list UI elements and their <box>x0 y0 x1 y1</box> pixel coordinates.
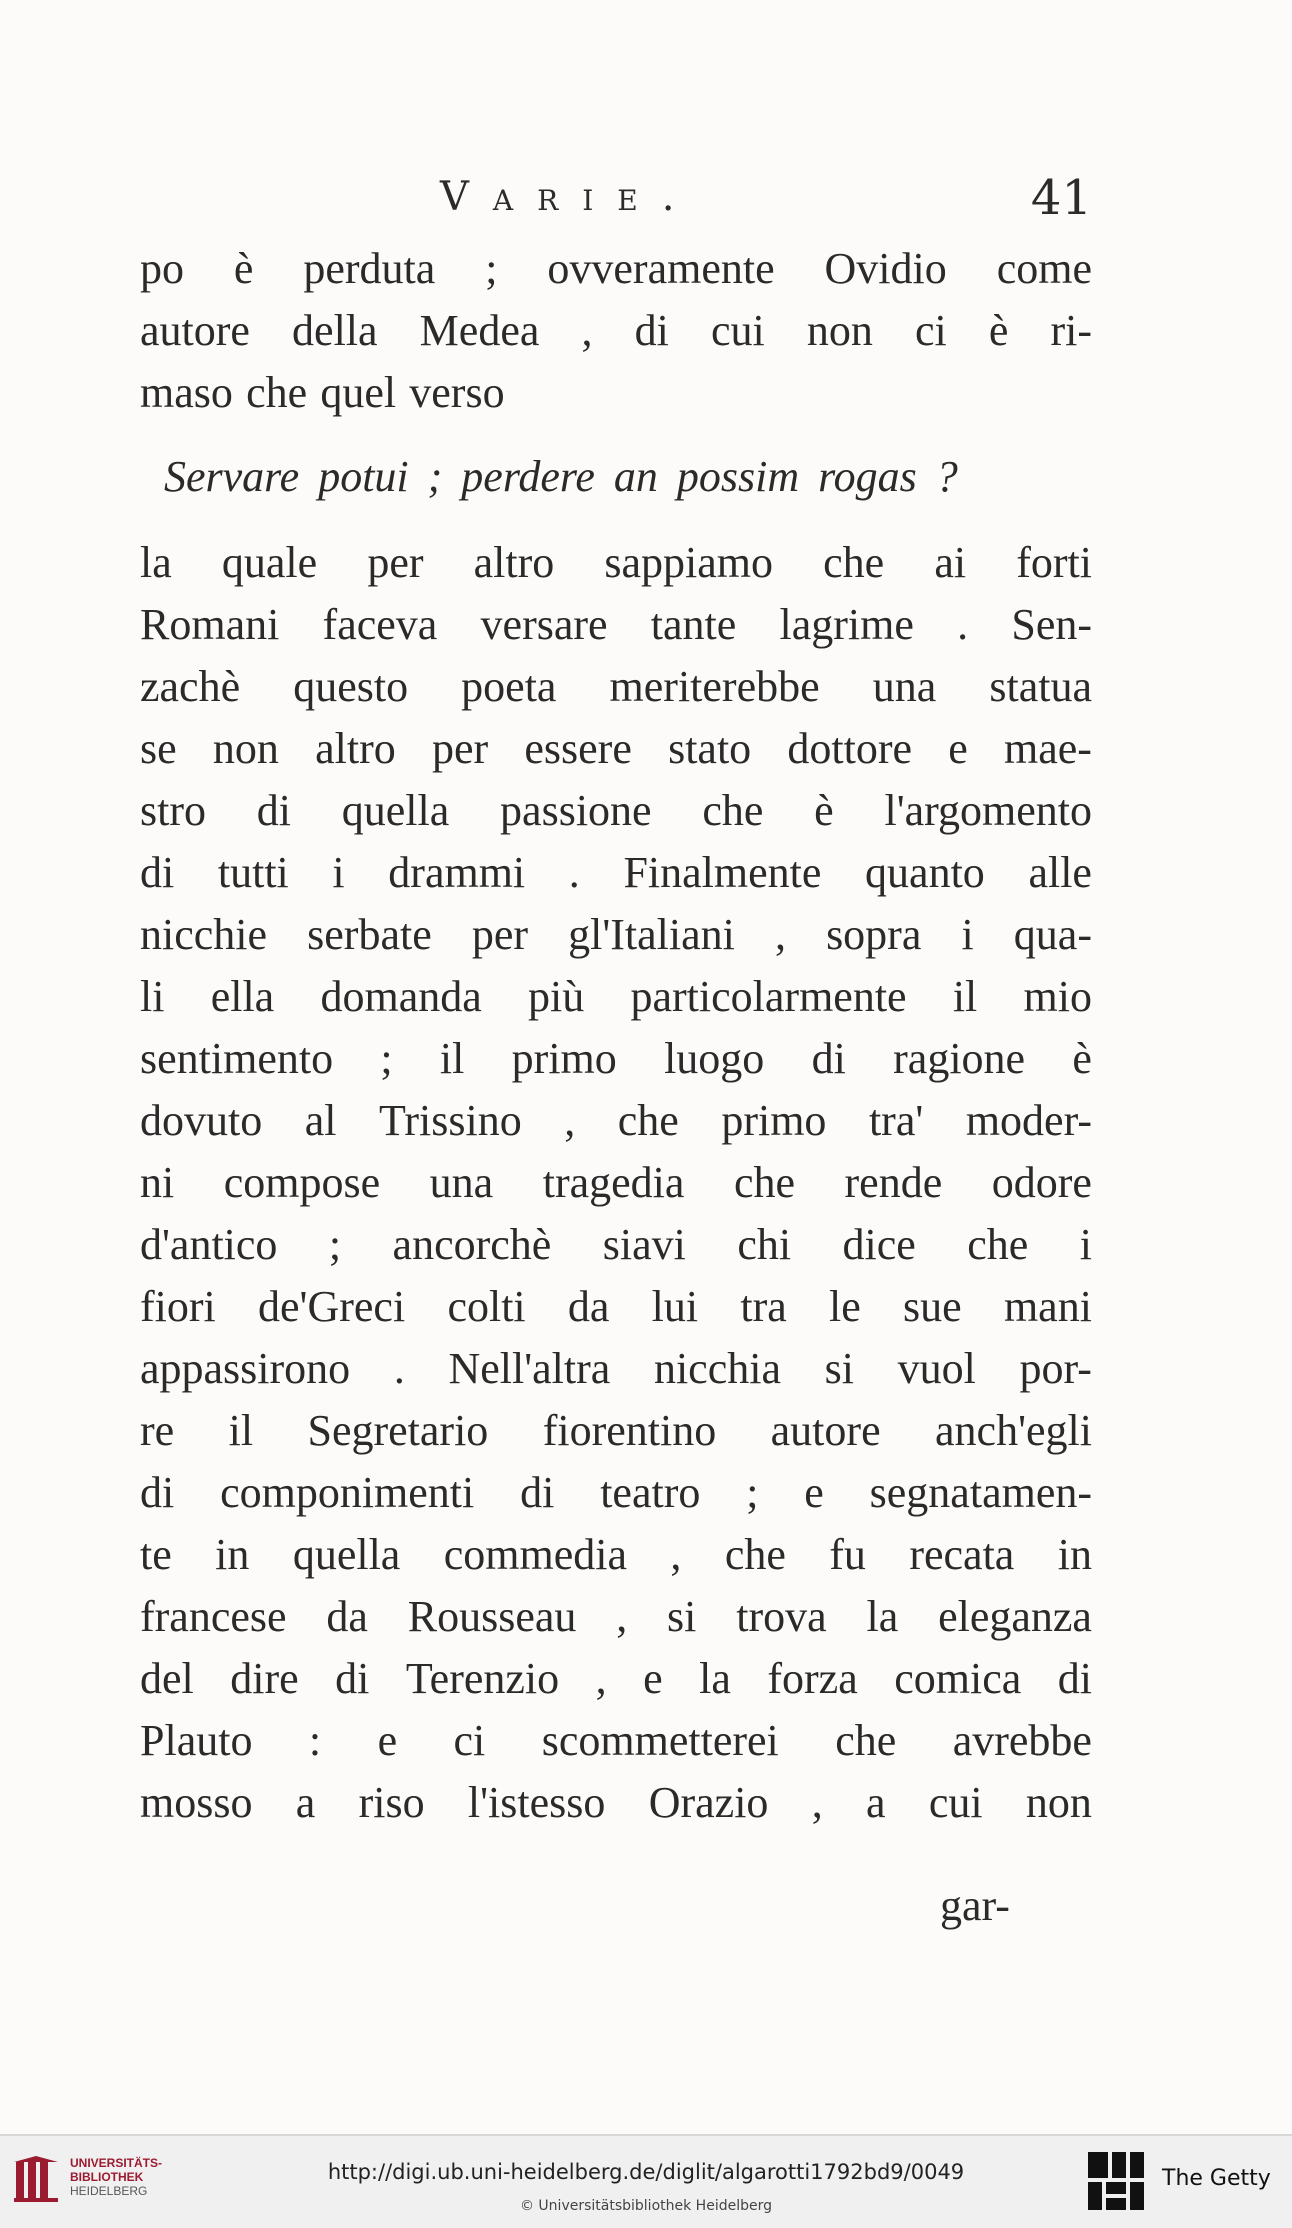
word: tragedia <box>542 1158 685 1207</box>
word: luogo <box>664 1034 765 1083</box>
word: quanto <box>865 848 985 897</box>
word: meriterebbe <box>609 662 820 711</box>
word: , <box>670 1530 682 1579</box>
word: essere <box>524 724 632 773</box>
word: forti <box>1016 538 1092 587</box>
word: comica <box>894 1654 1022 1703</box>
word: dire <box>230 1654 299 1703</box>
word: maso <box>140 368 233 417</box>
word: una <box>429 1158 494 1207</box>
word: il <box>952 972 978 1021</box>
word: la <box>140 538 172 587</box>
word: compose <box>223 1158 381 1207</box>
word: mani <box>1003 1282 1092 1331</box>
word: dottore <box>787 724 913 773</box>
word: da <box>567 1282 610 1331</box>
word: che <box>246 368 308 417</box>
text-line <box>140 1400 1092 1462</box>
word: e <box>643 1654 663 1703</box>
word: di <box>140 848 175 897</box>
word: altro <box>473 538 555 587</box>
word: Nell'altra <box>448 1344 611 1393</box>
word: sentimento <box>140 1034 334 1083</box>
word: primo <box>721 1096 827 1145</box>
word: forza <box>767 1654 858 1703</box>
text-line <box>140 1028 1092 1090</box>
word: più <box>528 972 585 1021</box>
word: al <box>304 1096 337 1145</box>
word: rende <box>844 1158 943 1207</box>
word: in <box>215 1530 250 1579</box>
word: il <box>439 1034 465 1083</box>
word: poeta <box>461 662 557 711</box>
word: , <box>581 306 593 355</box>
word: come <box>996 244 1092 293</box>
word: ni <box>140 1158 175 1207</box>
word: si <box>824 1344 854 1393</box>
word: che <box>724 1530 786 1579</box>
word: di <box>140 1468 175 1517</box>
word: , <box>595 1654 607 1703</box>
word: della <box>292 306 378 355</box>
word: avrebbe <box>952 1716 1092 1765</box>
library-name-line: HEIDELBERG <box>70 2184 148 2198</box>
footer-bar <box>0 2134 1292 2228</box>
word: te <box>140 1530 172 1579</box>
word: e <box>948 724 968 773</box>
word: nicchia <box>653 1344 781 1393</box>
word: colti <box>447 1282 526 1331</box>
word: alle <box>1028 848 1092 897</box>
word: recata <box>909 1530 1015 1579</box>
word: tra <box>740 1282 787 1331</box>
word: serbate <box>307 910 432 959</box>
permalink-url[interactable]: http://digi.ub.uni-heidelberg.de/diglit/algarotti1792bd9/0049 <box>327 2160 965 2184</box>
word: li <box>140 972 165 1021</box>
word: il <box>228 1406 254 1455</box>
word: e <box>377 1716 398 1765</box>
getty-name: The Getty <box>1162 2166 1271 2191</box>
text-line <box>140 300 1092 362</box>
word: di <box>811 1034 846 1083</box>
word: mae- <box>1004 724 1092 773</box>
word: qua- <box>1013 910 1092 959</box>
word: trova <box>736 1592 827 1641</box>
word: per <box>471 910 529 959</box>
word: po <box>140 244 184 293</box>
word: primo <box>511 1034 617 1083</box>
word: di <box>634 306 669 355</box>
word: di <box>1057 1654 1092 1703</box>
word: che <box>733 1158 795 1207</box>
word: de'Greci <box>258 1282 406 1331</box>
word: fiori <box>140 1282 216 1331</box>
word: Finalmente <box>623 848 822 897</box>
word: per <box>431 724 489 773</box>
word: la <box>866 1592 899 1641</box>
word: ; <box>485 244 498 293</box>
word: drammi <box>388 848 526 897</box>
text-line <box>140 594 1092 656</box>
word: questo <box>293 662 409 711</box>
word: moder- <box>965 1096 1092 1145</box>
word: ella <box>210 972 275 1021</box>
copyright-notice: © Universitätsbibliothek Heidelberg <box>519 2198 772 2214</box>
word: commedia <box>443 1530 627 1579</box>
word: nicchie <box>140 910 268 959</box>
word: del <box>140 1654 194 1703</box>
word: Trissino <box>379 1096 522 1145</box>
text-line <box>140 1524 1092 1586</box>
word: segnatamen- <box>869 1468 1092 1517</box>
text-line <box>140 532 1092 594</box>
word: , <box>811 1778 823 1827</box>
word: siavi <box>602 1220 686 1269</box>
running-head <box>140 170 1092 240</box>
word: i <box>332 848 345 897</box>
word: l'argomento <box>884 786 1092 835</box>
word: altro <box>315 724 396 773</box>
text-line <box>140 1152 1092 1214</box>
word: appassirono <box>140 1344 351 1393</box>
getty-logo-icon <box>1086 2150 1146 2212</box>
text-line <box>140 1276 1092 1338</box>
word: quale <box>221 538 318 587</box>
word: lagrime <box>779 600 914 649</box>
word: l'istesso <box>467 1778 606 1827</box>
text-line <box>140 238 1092 300</box>
text-line <box>140 1648 1092 1710</box>
word: statua <box>989 662 1092 711</box>
word: tutti <box>217 848 289 897</box>
word: dice <box>842 1220 916 1269</box>
word: che <box>823 538 885 587</box>
text-line <box>140 1586 1092 1648</box>
word: ragione <box>893 1034 1026 1083</box>
word: perduta <box>303 244 436 293</box>
word: sopra <box>826 910 922 959</box>
word: , <box>564 1096 576 1145</box>
word: in <box>1057 1530 1092 1579</box>
word: : <box>308 1716 322 1765</box>
word: ci <box>453 1716 486 1765</box>
text-line <box>140 362 1092 424</box>
word: è <box>233 244 254 293</box>
word: verso <box>409 368 505 417</box>
word: non <box>1025 1778 1092 1827</box>
library-name-line: UNIVERSITÄTS- <box>70 2156 163 2170</box>
word: tante <box>650 600 737 649</box>
word: che <box>835 1716 897 1765</box>
word: è <box>1072 1034 1092 1083</box>
library-name-line: BIBLIOTHEK <box>70 2170 144 2184</box>
word: odore <box>991 1158 1092 1207</box>
word: a <box>295 1778 316 1827</box>
word: ; <box>328 1220 342 1269</box>
word: . <box>393 1344 405 1393</box>
word: non <box>806 306 873 355</box>
word: Plauto <box>140 1716 253 1765</box>
word: è <box>814 786 834 835</box>
text-line <box>140 1772 1092 1834</box>
word: ; <box>746 1468 759 1517</box>
word: ; <box>380 1034 393 1083</box>
word: mosso <box>140 1778 253 1827</box>
word: sappiamo <box>604 538 774 587</box>
word: Romani <box>140 600 280 649</box>
text-line <box>140 656 1092 718</box>
word: la <box>699 1654 731 1703</box>
word: Orazio <box>648 1778 769 1827</box>
word: Ovidio <box>824 244 947 293</box>
text-line <box>140 718 1092 780</box>
word: ri- <box>1050 306 1092 355</box>
word: che <box>967 1220 1029 1269</box>
word: non <box>212 724 279 773</box>
text-line <box>140 1462 1092 1524</box>
word: Rousseau <box>407 1592 577 1641</box>
page-number: 41 <box>1030 170 1092 226</box>
word: quella <box>341 786 450 835</box>
word: gl'Italiani <box>568 910 735 959</box>
text-line <box>140 904 1092 966</box>
word: è <box>988 306 1009 355</box>
word: Sen- <box>1011 600 1092 649</box>
word: d'antico <box>140 1220 278 1269</box>
word: ci <box>914 306 947 355</box>
catchword: gar- <box>940 1881 1010 1930</box>
word: re <box>140 1406 175 1455</box>
word: faceva <box>322 600 438 649</box>
word: si <box>667 1592 697 1641</box>
word: quel <box>320 368 397 417</box>
word: i <box>1079 1220 1092 1269</box>
text-line <box>140 1214 1092 1276</box>
word: eleganza <box>938 1592 1092 1641</box>
text-line <box>140 842 1092 904</box>
word: francese <box>140 1592 287 1641</box>
word: mio <box>1023 972 1092 1021</box>
word: por- <box>1019 1344 1092 1393</box>
word: . <box>957 600 969 649</box>
word: . <box>568 848 580 897</box>
word: chi <box>737 1220 792 1269</box>
word: autore <box>770 1406 881 1455</box>
word: che <box>702 786 764 835</box>
word: Segretario <box>307 1406 489 1455</box>
text-line <box>140 1090 1092 1152</box>
word: quella <box>292 1530 401 1579</box>
text-line <box>140 966 1092 1028</box>
word: passione <box>500 786 652 835</box>
running-title: Varie. <box>440 174 699 220</box>
word: autore <box>140 306 250 355</box>
word: cui <box>928 1778 983 1827</box>
word: che <box>617 1096 679 1145</box>
word: , <box>616 1592 628 1641</box>
word: stato <box>668 724 752 773</box>
word: una <box>872 662 937 711</box>
word: Terenzio <box>405 1654 560 1703</box>
word: teatro <box>600 1468 701 1517</box>
word: lui <box>651 1282 699 1331</box>
word: se <box>140 724 177 773</box>
word: riso <box>358 1778 425 1827</box>
word: scommetterei <box>541 1716 779 1765</box>
word: i <box>961 910 974 959</box>
word: vuol <box>897 1344 976 1393</box>
word: di <box>520 1468 555 1517</box>
word: dovuto <box>140 1096 263 1145</box>
word: a <box>866 1778 886 1827</box>
word: versare <box>480 600 608 649</box>
word: cui <box>710 306 765 355</box>
word: anch'egli <box>935 1406 1092 1455</box>
word: , <box>774 910 786 959</box>
word: da <box>326 1592 368 1641</box>
text-line <box>140 780 1092 842</box>
text-line <box>140 1710 1092 1772</box>
word: domanda <box>320 972 482 1021</box>
word: di <box>335 1654 370 1703</box>
word: componimenti <box>220 1468 475 1517</box>
word: fu <box>829 1530 866 1579</box>
word: di <box>256 786 291 835</box>
word: e <box>804 1468 824 1517</box>
word: sue <box>903 1282 962 1331</box>
word: per <box>367 538 424 587</box>
word: le <box>829 1282 861 1331</box>
word: stro <box>140 786 206 835</box>
latin-verse: Servare potui ; perdere an possim rogas ? <box>164 452 958 501</box>
word: tra' <box>868 1096 924 1145</box>
word: ancorchè <box>392 1220 552 1269</box>
word: ai <box>934 538 967 587</box>
text-line <box>140 1338 1092 1400</box>
word: zachè <box>140 662 241 711</box>
word: Medea <box>419 306 540 355</box>
word: particolarmente <box>630 972 907 1021</box>
word: fiorentino <box>542 1406 717 1455</box>
word: ovveramente <box>547 244 775 293</box>
main-text <box>140 238 1092 1834</box>
